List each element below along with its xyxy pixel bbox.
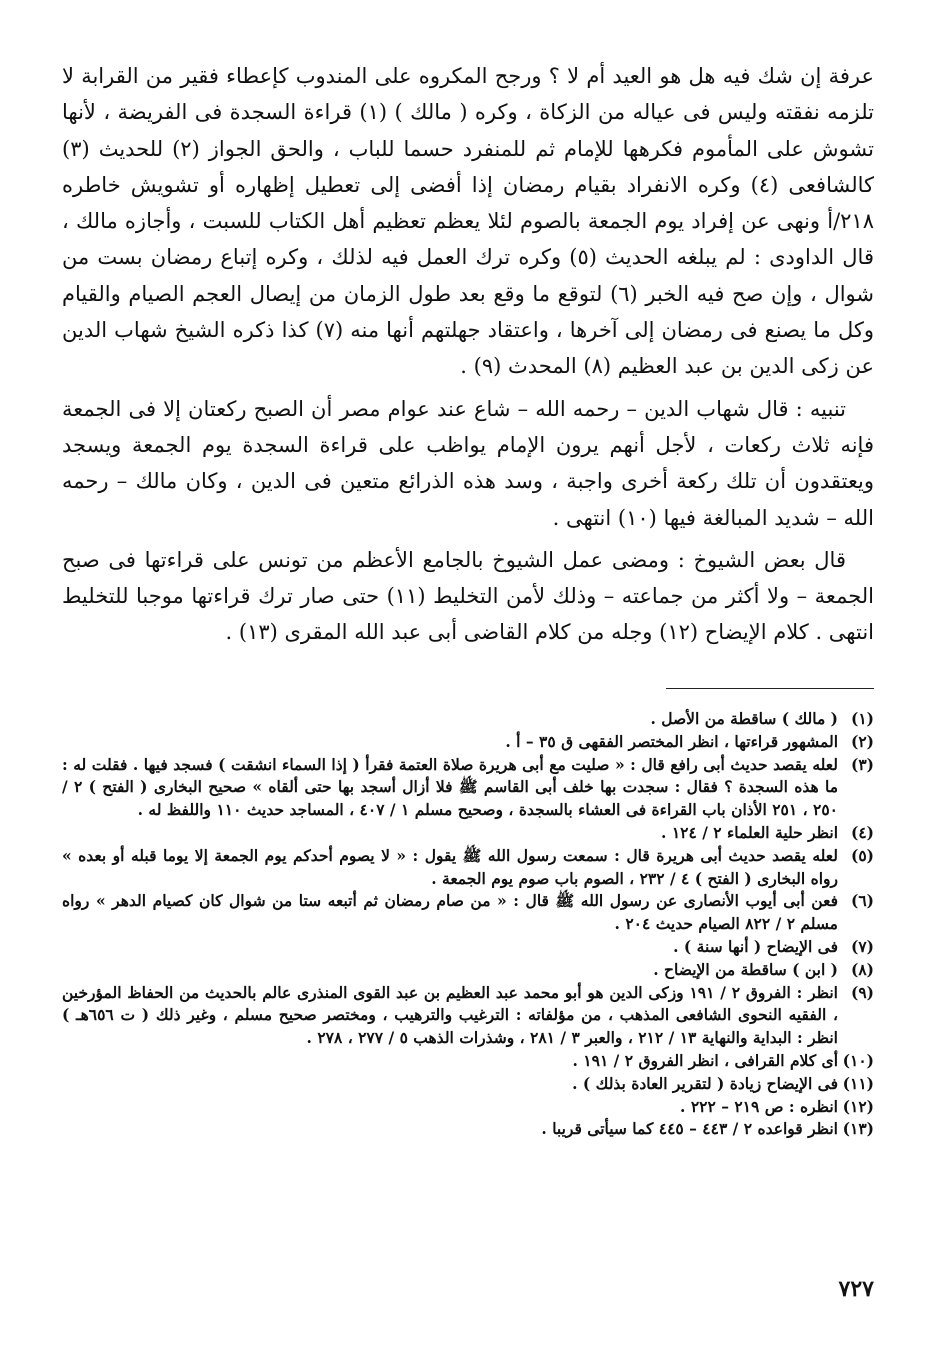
footnote-7 [62, 936, 874, 959]
footnote-text: انظر : الفروق ٢ / ١٩١ وزكى الدين هو أبو محمد عبد العظيم بن عبد القوى المنذرى عالم بالحديث من الحفاظ المؤرخين ، الفقيه النحوى الشافعى المذهب ، من مؤلفاته : الترغيب والترهيب ، ومختصر صحيح مسلم ، وغير ذلك ( ت ٦٥٦هـ ) انظر : البداية والنهاية ١٣ / ٢١٢ ، والعبر ٣ / ٢٨١ ، وشذرات الذهب ٥ / ٢٧٧ ، ٢٧٨ . [62, 982, 838, 1048]
paragraph-1: عرفة إن شك فيه هل هو العيد أم لا ؟ ورجح المكروه على المندوب كإعطاء فقير من القرابة لا تلزمه نفقته وليس فى عياله من الزكاة ، وكره ( مالك ) (١) قراءة السجدة فى الفريضة ، لأنها تشوش على المأموم فكرهها للإمام ثم للمنفرد حسما للباب ، والحق الجواز (٢) للحديث (٣) كالشافعى (٤) وكره الانفراد بقيام رمضان إذا أفضى إلى تعطيل إظهاره أو تشويش خاطره ٢١٨/أ ونهى عن إفراد يوم الجمعة بالصوم لئلا يعظم تعظيم أهل الكتاب للسبت ، وأجازه مالك ، قال الداودى : لم يبلغه الحديث (٥) وكره ترك العمل فيه لذلك ، وكره إتباع رمضان بست من شوال ، وإن صح فيه الخبر (٦) لتوقع ما وقع بعد طول الزمان من إيصال العجم الصيام والقيام وكل ما يصنع فى رمضان إلى آخرها ، واعتقاد جهلتهم أنها منه (٧) كذا ذكره الشيخ شهاب الدين عن زكى الدين بن عبد العظيم (٨) المحدث (٩) . [62, 64, 875, 379]
footnote-number: (٣) [850, 754, 874, 774]
footnote-number: (١٣) [842, 1119, 874, 1139]
footnotes-section [62, 708, 874, 1141]
footnote-text: فى الإيضاح زيادة ( لتقرير العادة بذلك ) . [572, 1073, 838, 1093]
footnote-6 [62, 890, 874, 936]
footnote-number: (١٠) [842, 1050, 874, 1070]
footnote-text: فعن أبى أيوب الأنصارى عن رسول الله ﷺ قال : « من صام رمضان ثم أتبعه ستا من شوال كان كصيام الدهر » رواه مسلم ٢ / ٨٢٢ الصيام حديث ٢٠٤ . [62, 891, 838, 934]
footnote-11 [62, 1073, 874, 1096]
page-number: ٧٢٧ [838, 1276, 874, 1302]
footnote-4 [62, 822, 874, 845]
footnote-9 [62, 982, 874, 1050]
footnote-number: (٧) [850, 936, 874, 956]
footnote-number: (٩) [850, 982, 874, 1002]
footnote-number: (١) [850, 709, 874, 728]
footnote-10 [62, 1050, 874, 1073]
footnote-number: (٨) [850, 959, 874, 979]
footnote-12 [62, 1096, 874, 1119]
main-text [62, 58, 874, 651]
footnote-number: (٥) [850, 845, 874, 865]
footnote-text: المشهور قراءتها ، انظر المختصر الفقهى ق ٣٥ – أ . [505, 731, 838, 751]
footnote-2 [62, 731, 874, 754]
footnote-number: (١١) [842, 1073, 874, 1093]
footnote-separator [666, 688, 874, 689]
footnote-text: لعله يقصد حديث أبى رافع قال : « صليت مع أبى هريرة صلاة العتمة فقرأ ( إذا السماء انشقت ) فسجد فيها . فقلت له : ما هذه السجدة ؟ فقال : سجدت بها خلف أبى القاسم ﷺ فلا أزال أسجد بها حتى ألقاه » صحيح البخارى ( الفتح ) ٢ / ٢٥٠ ، ٢٥١ الأذان باب القراءة فى العشاء بالسجدة ، وصحيح مسلم ١ / ٤٠٧ ، المساجد حديث ١١٠ واللفظ له . [62, 754, 839, 820]
footnote-number: (١٢) [842, 1096, 874, 1116]
footnote-number: (٤) [850, 822, 874, 842]
footnote-text: انظر حلية العلماء ٢ / ١٢٤ . [661, 822, 838, 842]
footnote-text: انظر قواعده ٢ / ٤٤٣ – ٤٤٥ كما سيأتى قريبا . [541, 1119, 838, 1139]
footnote-text: ( مالك ) ساقطة من الأصل . [650, 709, 838, 728]
footnote-text: ( ابن ) ساقطة من الإيضاح . [653, 959, 838, 979]
footnote-text: لعله يقصد حديث أبى هريرة قال : سمعت رسول الله ﷺ يقول : « لا يصوم أحدكم يوم الجمعة إلا يوما قبله أو بعده » رواه البخارى ( الفتح ) ٤ / ٢٣٢ ، الصوم باب صوم يوم الجمعة . [62, 845, 838, 888]
footnote-text: فى الإيضاح ( أنها سنة ) . [673, 936, 838, 956]
footnote-5 [62, 845, 874, 891]
footnote-number: (٢) [850, 731, 874, 751]
footnote-3 [62, 754, 874, 822]
paragraph-2: تنبيه : قال شهاب الدين – رحمه الله – شاع عند عوام مصر أن الصبح ركعتان إلا فى الجمعة فإنه ثلاث ركعات ، لأجل أنهم يرون الإمام يواظب على قراءة السجدة يوم الجمعة ويسجد ويعتقدون أن تلك ركعة أخرى واجبة ، وسد هذه الذرائع متعين فى الدين ، وكان مالك – رحمه الله – شديد المبالغة فيها (١٠) انتهى . [62, 396, 874, 530]
paragraph-3: قال بعض الشيوخ : ومضى عمل الشيوخ بالجامع الأعظم من تونس على قراءتها فى صبح الجمعة – ولا أكثر من جماعته – وذلك لأمن التخليط (١١) حتى صار ترك قراءتها موجبا للتخليط انتهى . كلام الإيضاح (١٢) وجله من كلام القاضى أبى عبد الله المقرى (١٣) . [62, 547, 874, 645]
footnote-number: (٦) [850, 891, 874, 911]
footnote-8 [62, 959, 874, 982]
footnote-text: انظره : ص ٢١٩ – ٢٢٢ . [680, 1096, 838, 1116]
document-page [62, 58, 874, 1318]
footnote-13 [62, 1118, 874, 1141]
footnote-1 [62, 708, 874, 731]
footnote-text: أى كلام القرافى ، انظر الفروق ٢ / ١٩١ . [572, 1050, 838, 1070]
